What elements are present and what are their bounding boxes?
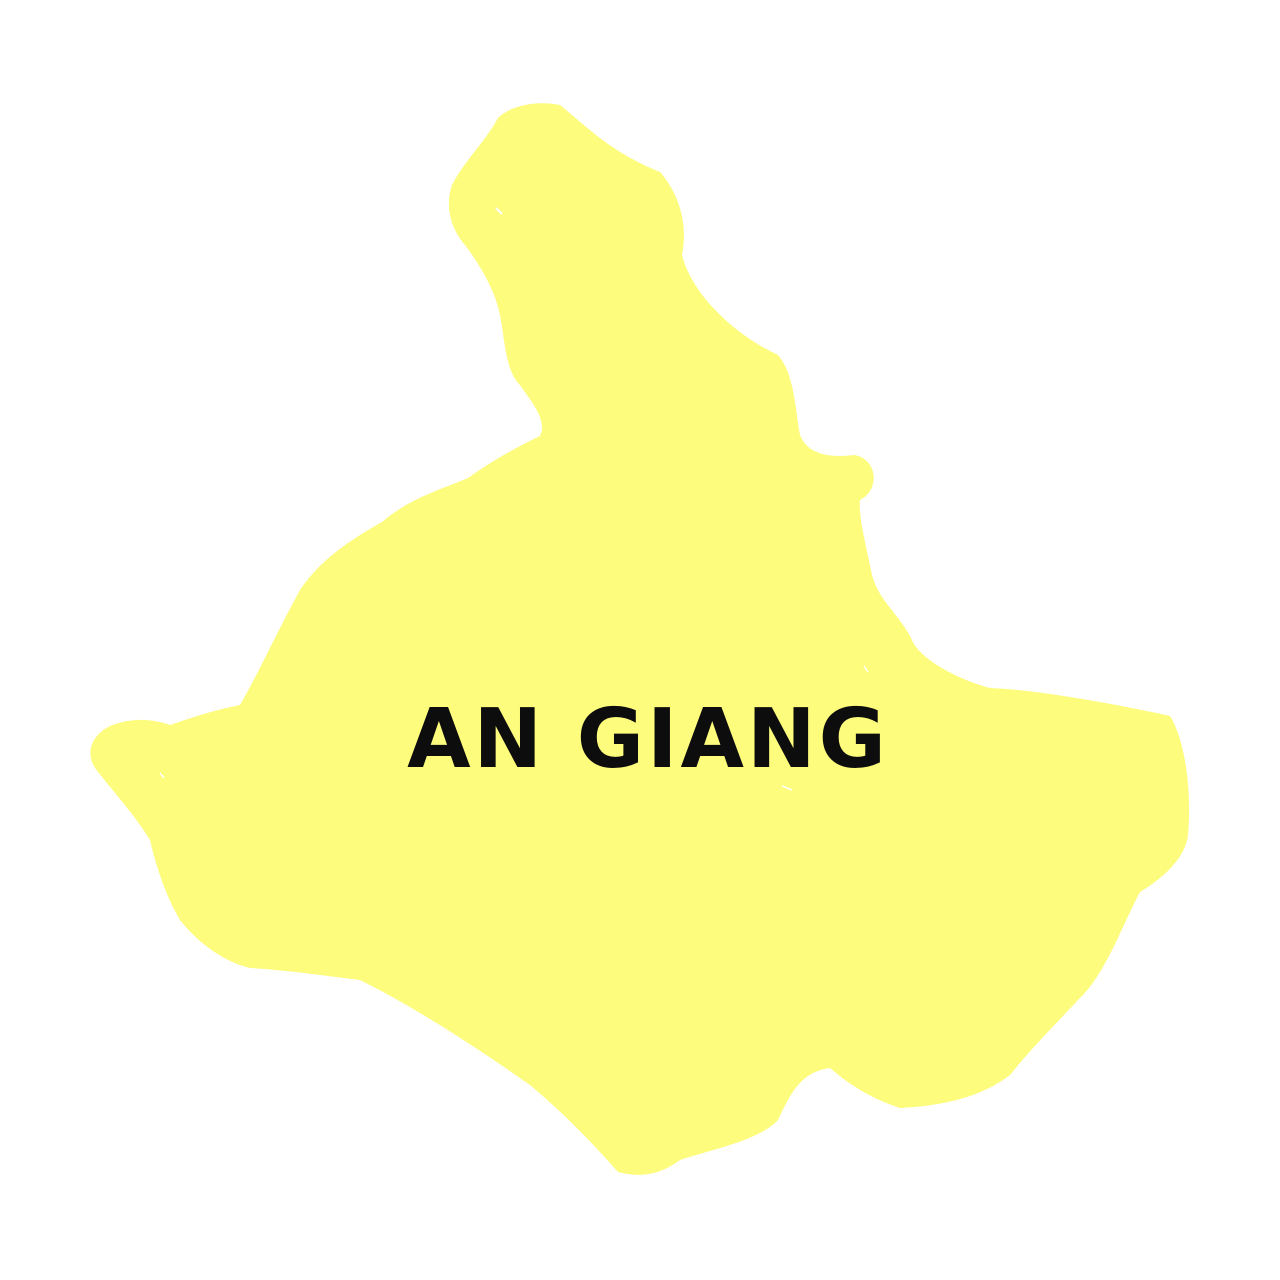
an-giang-province-region[interactable] [90, 103, 1189, 1175]
province-label: AN GIANG [407, 692, 889, 787]
